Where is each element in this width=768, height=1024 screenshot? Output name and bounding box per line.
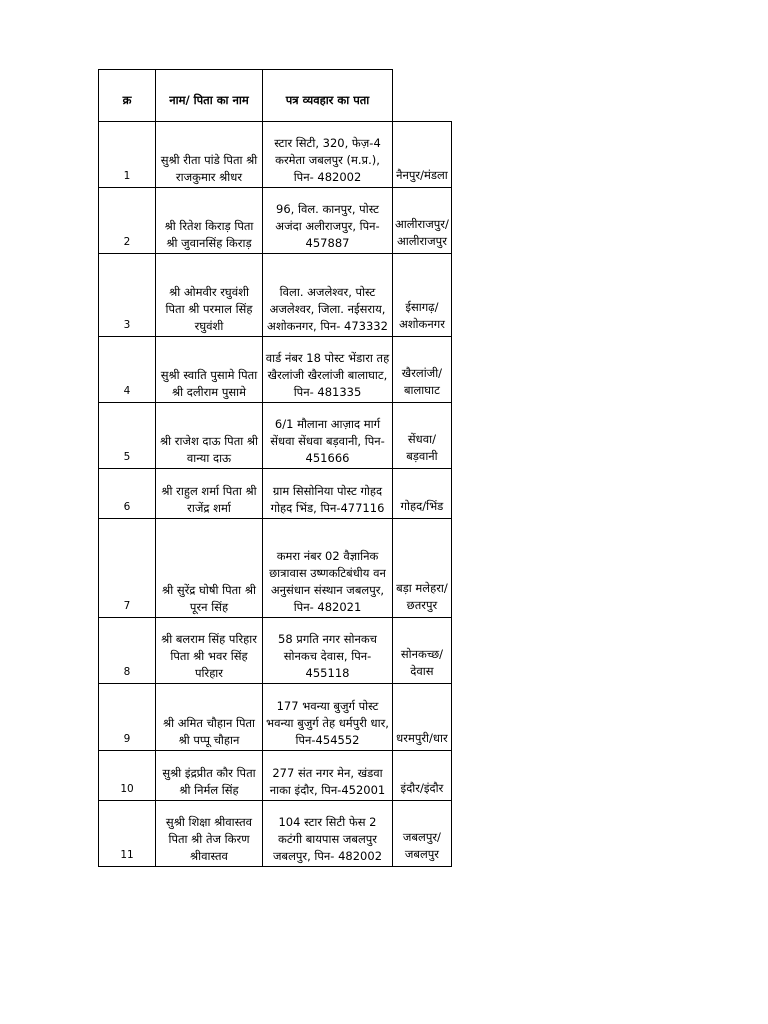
row-address: 277 संत नगर मेन, खंडवा नाका इंदौर, पिन-452001 <box>263 751 393 801</box>
row-place: ईसागढ़/ अशोकनगर <box>393 254 452 337</box>
row-address: 104 स्टार सिटी फेस 2 कटंगी बायपास जबलपुर जबलपुर, पिन- 482002 <box>263 801 393 867</box>
row-address: 6/1 मौलाना आज़ाद मार्ग सेंधवा सेंधवा बड़वानी, पिन- 451666 <box>263 403 393 469</box>
row-address: स्टार सिटी, 320, फेज़-4 करमेता जबलपुर (म.प्र.), पिन- 482002 <box>263 122 393 188</box>
row-address: ग्राम सिसोनिया पोस्ट गोहद गोहद भिंड, पिन-477116 <box>263 469 393 519</box>
row-place: आलीराजपुर/आलीराजपुर <box>393 188 452 254</box>
table-row <box>99 122 452 188</box>
row-address: 177 भवन्या बुजुर्ग पोस्ट भवन्या बुजुर्ग तेह धर्मपुरी धार, पिन-454552 <box>263 684 393 751</box>
row-address: कमरा नंबर 02 वैज्ञानिक छात्रावास उष्णकटिबंधीय वन अनुसंधान संस्थान जबलपुर, पिन- 482021 <box>263 519 393 618</box>
table-row <box>99 469 452 519</box>
row-name: श्री राजेश दाऊ पिता श्री वान्या दाऊ <box>156 403 263 469</box>
row-name: श्री अमित चौहान पिता श्री पप्पू चौहान <box>156 684 263 751</box>
row-name: श्री रितेश किराड़ पिता श्री जुवानसिंह किराड़ <box>156 188 263 254</box>
row-place: इंदौर/इंदौर <box>393 751 452 801</box>
row-name: सुश्री स्वाति पुसामे पिता श्री दलीराम पुसामे <box>156 337 263 403</box>
row-number: 3 <box>99 254 156 337</box>
candidate-table <box>98 69 452 867</box>
row-number: 9 <box>99 684 156 751</box>
row-name: सुश्री रीता पांडे पिता श्री राजकुमार श्रीधर <box>156 122 263 188</box>
table-row <box>99 188 452 254</box>
table-row <box>99 801 452 867</box>
row-name: श्री बलराम सिंह परिहार पिता श्री भवर सिंह परिहार <box>156 618 263 684</box>
row-number: 5 <box>99 403 156 469</box>
row-name: श्री ओमवीर रघुवंशी पिता श्री परमाल सिंह रघुवंशी <box>156 254 263 337</box>
table-row <box>99 751 452 801</box>
row-number: 6 <box>99 469 156 519</box>
row-place: जबलपुर/ जबलपुर <box>393 801 452 867</box>
table-row <box>99 254 452 337</box>
row-address: 96, विल. कानपुर, पोस्ट अजंदा अलीराजपुर, पिन- 457887 <box>263 188 393 254</box>
row-name: सुश्री इंद्रप्रीत कौर पिता श्री निर्मल सिंह <box>156 751 263 801</box>
row-number: 1 <box>99 122 156 188</box>
row-place: नैनपुर/मंडला <box>393 122 452 188</box>
row-number: 7 <box>99 519 156 618</box>
row-number: 2 <box>99 188 156 254</box>
row-address: वार्ड नंबर 18 पोस्ट भेंडारा तह खैरलांजी खैरलांजी बालाघाट, पिन- 481335 <box>263 337 393 403</box>
row-place: सोनकच्छ/ देवास <box>393 618 452 684</box>
row-address: 58 प्रगति नगर सोनकच सोनकच देवास, पिन- 455118 <box>263 618 393 684</box>
row-number: 10 <box>99 751 156 801</box>
row-name: सुश्री शिक्षा श्रीवास्तव पिता श्री तेज किरण श्रीवास्तव <box>156 801 263 867</box>
row-place: बड़ा मलेहरा/ छतरपुर <box>393 519 452 618</box>
row-place: गोहद/भिंड <box>393 469 452 519</box>
header-address: पत्र व्यवहार का पता <box>263 70 393 122</box>
header-serial: क्र <box>99 70 156 122</box>
header-blank <box>393 70 452 122</box>
row-place: सेंधवा/ बड़वानी <box>393 403 452 469</box>
table-row <box>99 684 452 751</box>
row-number: 4 <box>99 337 156 403</box>
table-row <box>99 618 452 684</box>
row-number: 11 <box>99 801 156 867</box>
table-header-row <box>99 70 452 122</box>
row-name: श्री राहुल शर्मा पिता श्री राजेंद्र शर्मा <box>156 469 263 519</box>
table-row <box>99 519 452 618</box>
row-address: विला. अजलेश्वर, पोस्ट अजलेश्वर, जिला. नईसराय, अशोकनगर, पिन- 473332 <box>263 254 393 337</box>
table-row <box>99 337 452 403</box>
table-row <box>99 403 452 469</box>
row-place: धरमपुरी/धार <box>393 684 452 751</box>
row-number: 8 <box>99 618 156 684</box>
row-name: श्री सुरेंद्र घोषी पिता श्री पूरन सिंह <box>156 519 263 618</box>
header-name: नाम/ पिता का नाम <box>156 70 263 122</box>
row-place: खैरलांजी/ बालाघाट <box>393 337 452 403</box>
